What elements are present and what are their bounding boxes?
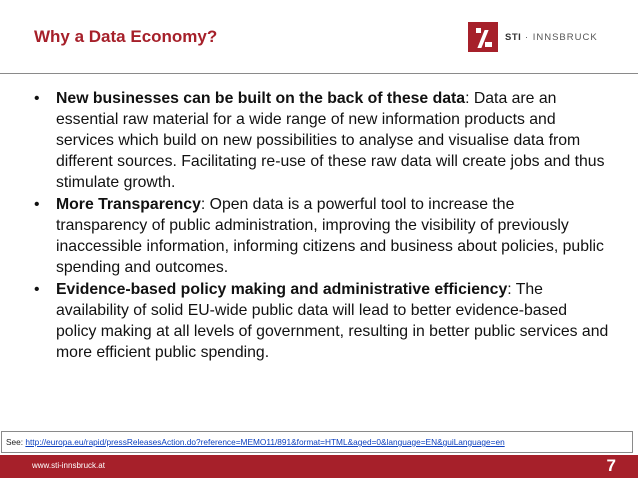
bullet-text: Data are an essential raw material for a wide range of new information products and services which build on new possibilities to analyse and visualise data from different sources. Facilitating re-use of these raw data will create jobs and thus stimulate growth.	[56, 90, 605, 191]
bullet-item	[30, 88, 610, 193]
reference-label: See:	[6, 437, 26, 447]
bullet-text: The availability of solid EU-wide public data will lead to better evidence-based policy making at all levels of government, resulting in better public services and more efficient public spending.	[56, 281, 609, 361]
logo-city: INNSBRUCK	[532, 31, 598, 43]
sti-innsbruck-logo	[468, 22, 598, 52]
reference-link[interactable]: http://europa.eu/rapid/pressReleasesAction.do?reference=MEMO11/891&format=HTML&aged=0&language=EN&guiLanguage=en	[25, 437, 505, 447]
footer-bar	[0, 455, 638, 478]
bullet-list	[30, 88, 610, 364]
bullet-separator: :	[465, 90, 470, 107]
bullet-text: Open data is a powerful tool to increase the transparency of public administration, improving the visibility of previously inaccessible information, informing citizens and business about policies, public spending and outcomes.	[56, 196, 604, 276]
bullet-heading: New businesses can be built on the back of these data	[56, 90, 466, 107]
bullet-item	[30, 194, 610, 278]
sti-logo-icon	[468, 22, 498, 52]
bullet-separator: :	[200, 196, 206, 213]
bullet-heading: Evidence-based policy making and administrative efficiency	[56, 281, 508, 298]
logo-separator: ·	[521, 31, 533, 43]
bullet-separator: :	[507, 281, 512, 298]
title-divider	[0, 73, 638, 74]
reference-box	[1, 431, 633, 453]
bullet-heading: More Transparency	[56, 196, 201, 213]
bullet-item	[30, 279, 610, 363]
slide-title: Why a Data Economy?	[34, 27, 218, 46]
footer-url: www.sti-innsbruck.at	[32, 461, 105, 470]
page-number: 7	[606, 456, 616, 475]
bullet-marker: •	[34, 281, 40, 298]
logo-text	[505, 32, 598, 43]
logo-brand: STI	[505, 31, 522, 43]
bullet-marker: •	[34, 196, 40, 213]
bullet-marker: •	[34, 90, 40, 107]
